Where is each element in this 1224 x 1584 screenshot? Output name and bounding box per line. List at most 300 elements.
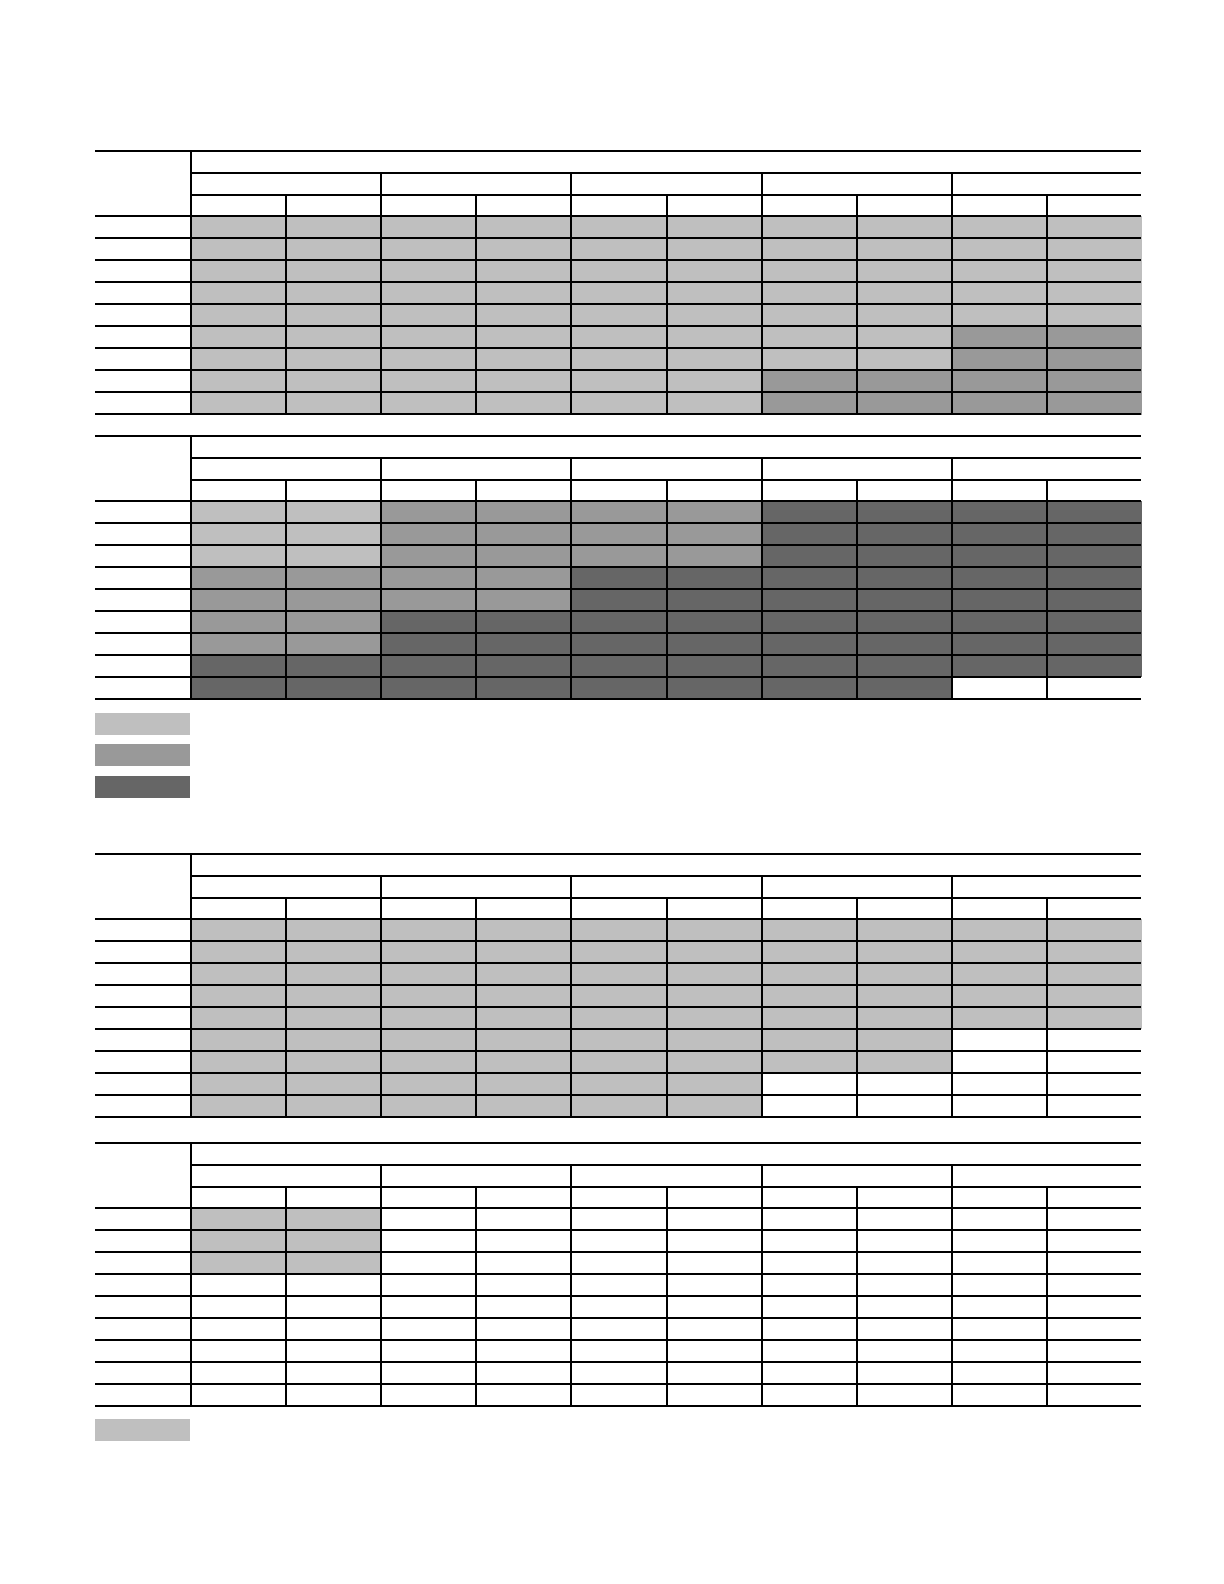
grid-4-row-line	[95, 1383, 1141, 1385]
grid-4-cell	[951, 1362, 1047, 1385]
grid-1-cell	[380, 216, 476, 239]
grid-1-cell	[761, 326, 857, 349]
grid-1-cell	[951, 216, 1047, 239]
grid-2-cell	[1046, 677, 1142, 700]
grid-1-cell	[856, 326, 952, 349]
grid-1-cell	[475, 282, 571, 305]
grid-1-cell	[190, 370, 286, 393]
grid-2-cell	[856, 589, 952, 612]
grid-3-row-line	[95, 940, 1141, 942]
grid-4-cell	[951, 1296, 1047, 1319]
grid-1-row-line	[95, 237, 1141, 239]
legend-swatch	[95, 1419, 190, 1441]
grid-1-cell	[380, 260, 476, 283]
grid-3-cell	[856, 1051, 952, 1074]
grid-3-cell	[190, 941, 286, 964]
grid-1-cell	[666, 216, 762, 239]
grid-3-cell	[285, 919, 381, 942]
grid-2-cell	[666, 589, 762, 612]
grid-3-group-divider	[951, 875, 953, 1117]
grid-3-cell	[285, 1051, 381, 1074]
grid-4-cell	[570, 1318, 666, 1341]
grid-3-cell	[1046, 1007, 1142, 1030]
grid-2-cell	[475, 589, 571, 612]
grid-1-cell	[1046, 216, 1142, 239]
grid-3-cell	[761, 1007, 857, 1030]
grid-2-row-line	[95, 544, 1141, 546]
grid-4-cell	[856, 1252, 952, 1275]
grid-2-cell	[380, 611, 476, 634]
grid-4-cell	[856, 1362, 952, 1385]
grid-1-cell	[856, 282, 952, 305]
grid-1-cell	[190, 282, 286, 305]
grid-3-cell	[856, 919, 952, 942]
grid-1-cell	[951, 260, 1047, 283]
grid-2-cell	[856, 677, 952, 700]
grid-4-row-line	[95, 1361, 1141, 1363]
grid-4-cell	[666, 1318, 762, 1341]
grid-4-cell	[380, 1384, 476, 1407]
grid-3-cell	[570, 1007, 666, 1030]
grid-3-cell	[951, 941, 1047, 964]
grid-1-header-line	[190, 172, 1141, 174]
grid-3-cell	[570, 1051, 666, 1074]
grid-1-cell	[190, 392, 286, 415]
grid-1-cell	[1046, 326, 1142, 349]
grid-1-cell	[951, 326, 1047, 349]
grid-2-cell	[570, 677, 666, 700]
grid-4-cell	[666, 1230, 762, 1253]
grid-4-cell	[666, 1296, 762, 1319]
grid-4-cell	[190, 1296, 286, 1319]
grid-2-cell	[475, 677, 571, 700]
grid-3-cell	[380, 1007, 476, 1030]
grid-2-header-line	[190, 457, 1141, 459]
grid-3-cell	[380, 941, 476, 964]
grid-2-cell	[190, 545, 286, 568]
grid-2-row-line	[95, 566, 1141, 568]
grid-3-cell	[951, 1051, 1047, 1074]
grid-4-cell	[1046, 1208, 1142, 1231]
grid-3-cell	[475, 1029, 571, 1052]
grid-1-row-line	[95, 325, 1141, 327]
grid-3-cell	[285, 1029, 381, 1052]
grid-1-cell	[190, 216, 286, 239]
grid-2-column-divider	[666, 479, 668, 699]
grid-3-cell	[1046, 1073, 1142, 1096]
grid-4-row-line	[95, 1273, 1141, 1275]
grid-3-cell	[951, 1007, 1047, 1030]
grid-2-cell	[761, 633, 857, 656]
grid-1-cell	[761, 370, 857, 393]
grid-3-cell	[380, 1051, 476, 1074]
grid-3-cell	[570, 1029, 666, 1052]
grid-4-cell	[190, 1274, 286, 1297]
grid-1-cell	[666, 326, 762, 349]
grid-2-cell	[475, 545, 571, 568]
grid-3-cell	[380, 1029, 476, 1052]
grid-1-column-divider	[285, 194, 287, 414]
grid-4-cell	[190, 1318, 286, 1341]
grid-3-cell	[951, 985, 1047, 1008]
grid-1-column-divider	[666, 194, 668, 414]
grid-2-cell	[190, 655, 286, 678]
grid-1-cell	[380, 238, 476, 261]
grid-1-cell	[285, 216, 381, 239]
grid-4-cell	[951, 1208, 1047, 1231]
grid-3-cell	[761, 985, 857, 1008]
grid-1-cell	[285, 326, 381, 349]
grid-2-cell	[570, 501, 666, 524]
grid-1-cell	[856, 348, 952, 371]
grid-4-cell	[1046, 1274, 1142, 1297]
grid-3-cell	[1046, 1029, 1142, 1052]
grid-2-cell	[570, 589, 666, 612]
grid-1-group-divider	[761, 172, 763, 414]
grid-1-cell	[285, 370, 381, 393]
grid-2-cell	[666, 611, 762, 634]
grid-2-cell	[951, 633, 1047, 656]
grid-2-cell	[285, 545, 381, 568]
grid-3-cell	[475, 1007, 571, 1030]
grid-4-cell	[1046, 1318, 1142, 1341]
grid-3-row-line	[95, 1028, 1141, 1030]
grid-3-cell	[475, 1073, 571, 1096]
grid-2-cell	[190, 589, 286, 612]
grid-3-cell	[856, 1007, 952, 1030]
grid-4-label-divider	[190, 1142, 192, 1406]
grid-1-cell	[190, 260, 286, 283]
grid-4-column-divider	[856, 1186, 858, 1406]
grid-1-cell	[475, 370, 571, 393]
grid-4-cell	[761, 1208, 857, 1231]
grid-1-cell	[761, 238, 857, 261]
grid-3-cell	[570, 985, 666, 1008]
grid-3-cell	[856, 1073, 952, 1096]
grid-2-cell	[666, 633, 762, 656]
grid-3-cell	[570, 941, 666, 964]
grid-3-cell	[475, 941, 571, 964]
grid-4-cell	[666, 1384, 762, 1407]
grid-4-cell	[761, 1230, 857, 1253]
grid-4-cell	[570, 1362, 666, 1385]
grid-4-cell	[856, 1384, 952, 1407]
grid-4-header-line	[190, 1164, 1141, 1166]
grid-2-cell	[380, 633, 476, 656]
grid-4-cell	[761, 1318, 857, 1341]
grid-1-cell	[951, 238, 1047, 261]
grid-3-cell	[666, 1029, 762, 1052]
grid-2-group-divider	[380, 457, 382, 699]
grid-2-row-line	[95, 500, 1141, 502]
grid-4-cell	[475, 1296, 571, 1319]
grid-3-cell	[856, 1095, 952, 1118]
grid-2-row-line	[95, 698, 1141, 700]
grid-4-cell	[570, 1208, 666, 1231]
grid-4-cell	[475, 1340, 571, 1363]
grid-3-cell	[475, 985, 571, 1008]
grid-2-cell	[761, 589, 857, 612]
grid-3-cell	[761, 963, 857, 986]
grid-1-cell	[475, 348, 571, 371]
grid-4-cell	[1046, 1340, 1142, 1363]
grid-2-cell	[190, 633, 286, 656]
grid-2-cell	[951, 655, 1047, 678]
grid-1-cell	[1046, 260, 1142, 283]
grid-1-cell	[666, 238, 762, 261]
grid-4-cell	[190, 1252, 286, 1275]
grid-1-cell	[190, 238, 286, 261]
grid-3-row-line	[95, 1050, 1141, 1052]
grid-4-cell	[380, 1296, 476, 1319]
grid-2-cell	[951, 567, 1047, 590]
grid-2-cell	[475, 611, 571, 634]
grid-1-cell	[475, 238, 571, 261]
grid-3-cell	[666, 985, 762, 1008]
grid-2-cell	[190, 677, 286, 700]
grid-2-cell	[761, 523, 857, 546]
grid-1-cell	[570, 260, 666, 283]
grid-2-cell	[285, 501, 381, 524]
grid-2-cell	[666, 567, 762, 590]
grid-4-group-divider	[951, 1164, 953, 1406]
grid-4-row-line	[95, 1207, 1141, 1209]
grid-3-cell	[190, 963, 286, 986]
grid-3-group-divider	[761, 875, 763, 1117]
grid-2-cell	[570, 523, 666, 546]
grid-2-cell	[856, 523, 952, 546]
grid-1-row-line	[95, 369, 1141, 371]
grid-3-column-divider	[1046, 897, 1048, 1117]
grid-1-cell	[1046, 304, 1142, 327]
grid-3-cell	[190, 919, 286, 942]
grid-3-header-line	[190, 875, 1141, 877]
grid-3-cell	[285, 963, 381, 986]
grid-3-column-divider	[856, 897, 858, 1117]
grid-4-cell	[380, 1252, 476, 1275]
grid-2-row-line	[95, 676, 1141, 678]
grid-4-cell	[380, 1318, 476, 1341]
grid-1-cell	[856, 260, 952, 283]
grid-3-cell	[475, 1095, 571, 1118]
grid-1-cell	[666, 392, 762, 415]
grid-1-cell	[380, 392, 476, 415]
grid-1-cell	[761, 216, 857, 239]
grid-3-cell	[951, 1029, 1047, 1052]
grid-4-row-line	[95, 1317, 1141, 1319]
grid-4-cell	[380, 1362, 476, 1385]
grid-1-cell	[1046, 392, 1142, 415]
grid-4-cell	[285, 1230, 381, 1253]
grid-4-cell	[285, 1384, 381, 1407]
grid-3-column-divider	[666, 897, 668, 1117]
grid-3-cell	[856, 985, 952, 1008]
grid-3-cell	[1046, 1051, 1142, 1074]
grid-3-cell	[951, 1073, 1047, 1096]
grid-4-cell	[475, 1230, 571, 1253]
grid-3-cell	[285, 1007, 381, 1030]
grid-1-header-line	[190, 150, 1141, 152]
grid-4-cell	[285, 1274, 381, 1297]
grid-4-cell	[285, 1362, 381, 1385]
grid-1-cell	[380, 282, 476, 305]
grid-2-cell	[951, 545, 1047, 568]
grid-3-row-line	[95, 918, 1141, 920]
grid-4-cell	[951, 1384, 1047, 1407]
grid-2-cell	[1046, 589, 1142, 612]
grid-1-cell	[570, 392, 666, 415]
grid-3-cell	[285, 941, 381, 964]
grid-1-cell	[380, 370, 476, 393]
legend-swatch	[95, 744, 190, 766]
grid-4-cell	[570, 1340, 666, 1363]
grid-2-group-divider	[570, 457, 572, 699]
grid-2-cell	[951, 611, 1047, 634]
grid-1-row-line	[95, 347, 1141, 349]
grid-1-cell	[951, 370, 1047, 393]
grid-1-cell	[475, 392, 571, 415]
grid-2-cell	[666, 677, 762, 700]
grid-2-cell	[475, 523, 571, 546]
grid-1-cell	[190, 326, 286, 349]
grid-3-row-line	[95, 962, 1141, 964]
grid-3-group-divider	[570, 875, 572, 1117]
grid-4-cell	[570, 1274, 666, 1297]
grid-4-cell	[380, 1274, 476, 1297]
grid-4-cell	[190, 1362, 286, 1385]
grid-4-cell	[761, 1296, 857, 1319]
grid-1-cell	[856, 238, 952, 261]
grid-2-cell	[475, 567, 571, 590]
grid-3-cell	[570, 919, 666, 942]
grid-3-row-line	[95, 1072, 1141, 1074]
grid-4-cell	[285, 1318, 381, 1341]
grid-3-cell	[285, 1095, 381, 1118]
legend-swatch	[95, 713, 190, 735]
grid-3-cell	[951, 963, 1047, 986]
grid-4-cell	[856, 1274, 952, 1297]
grid-4-cell	[666, 1340, 762, 1363]
grid-3-row-line	[95, 984, 1141, 986]
grid-2-cell	[190, 567, 286, 590]
grid-2-cell	[1046, 655, 1142, 678]
grid-2-column-divider	[1046, 479, 1048, 699]
grid-3-cell	[1046, 985, 1142, 1008]
grid-2-cell	[475, 655, 571, 678]
grid-2-cell	[1046, 611, 1142, 634]
grid-1-cell	[1046, 282, 1142, 305]
grid-4-row-line	[95, 1295, 1141, 1297]
grid-2-header-line	[190, 435, 1141, 437]
grid-2-cell	[856, 545, 952, 568]
grid-1-cell	[380, 304, 476, 327]
grid-1-cell	[666, 348, 762, 371]
grid-2-cell	[761, 545, 857, 568]
grid-4-cell	[475, 1208, 571, 1231]
grid-4-cell	[1046, 1362, 1142, 1385]
grid-4-cell	[380, 1230, 476, 1253]
legend-swatch	[95, 776, 190, 798]
grid-3-cell	[761, 1051, 857, 1074]
grid-2-cell	[570, 633, 666, 656]
grid-2-cell	[856, 611, 952, 634]
grid-2-cell	[285, 677, 381, 700]
grid-1-row-line	[95, 281, 1141, 283]
grid-2-cell	[761, 611, 857, 634]
grid-1-cell	[285, 238, 381, 261]
grid-3-cell	[666, 941, 762, 964]
grid-1-cell	[856, 392, 952, 415]
grid-4-cell	[666, 1362, 762, 1385]
grid-4-cell	[1046, 1296, 1142, 1319]
grid-3-cell	[761, 919, 857, 942]
grid-2-cell	[380, 567, 476, 590]
grid-3-cell	[285, 1073, 381, 1096]
grid-4-row-line	[95, 1405, 1141, 1407]
grid-1-cell	[856, 370, 952, 393]
grid-3-cell	[570, 1095, 666, 1118]
grid-4-cell	[951, 1230, 1047, 1253]
grid-1-cell	[570, 238, 666, 261]
grid-2-cell	[285, 589, 381, 612]
grid-3-cell	[1046, 1095, 1142, 1118]
grid-4-cell	[1046, 1230, 1142, 1253]
grid-3-cell	[856, 941, 952, 964]
grid-4-cell	[666, 1274, 762, 1297]
grid-3-cell	[666, 1051, 762, 1074]
grid-2-cell	[190, 611, 286, 634]
grid-3-cell	[666, 919, 762, 942]
grid-2-cell	[380, 501, 476, 524]
grid-2-cell	[380, 677, 476, 700]
grid-2-cell	[475, 633, 571, 656]
grid-2-column-divider	[285, 479, 287, 699]
grid-2-cell	[666, 545, 762, 568]
grid-4-cell	[1046, 1252, 1142, 1275]
grid-3-cell	[190, 1029, 286, 1052]
grid-3-cell	[666, 963, 762, 986]
grid-4-cell	[856, 1296, 952, 1319]
grid-2-column-divider	[475, 479, 477, 699]
grid-3-cell	[380, 1073, 476, 1096]
grid-3-cell	[380, 963, 476, 986]
grid-1-cell	[570, 216, 666, 239]
grid-4-cell	[190, 1384, 286, 1407]
grid-2-cell	[856, 567, 952, 590]
grid-4-cell	[475, 1318, 571, 1341]
grid-3-cell	[856, 1029, 952, 1052]
grid-2-cell	[951, 589, 1047, 612]
grid-2-cell	[285, 633, 381, 656]
grid-3-cell	[951, 919, 1047, 942]
grid-1-cell	[761, 348, 857, 371]
grid-1-cell	[475, 326, 571, 349]
grid-1-cell	[190, 348, 286, 371]
grid-2-cell	[380, 523, 476, 546]
grid-2-cell	[1046, 567, 1142, 590]
grid-2-cell	[951, 677, 1047, 700]
grid-4-cell	[285, 1208, 381, 1231]
grid-1-cell	[666, 370, 762, 393]
grid-1-column-divider	[856, 194, 858, 414]
grid-2-cell	[761, 567, 857, 590]
grid-3-row-line	[95, 1006, 1141, 1008]
grid-3-cell	[1046, 963, 1142, 986]
grid-4-header-line	[95, 1142, 190, 1144]
grid-2-cell	[285, 523, 381, 546]
grid-3-row-line	[95, 1094, 1141, 1096]
grid-1-cell	[856, 304, 952, 327]
